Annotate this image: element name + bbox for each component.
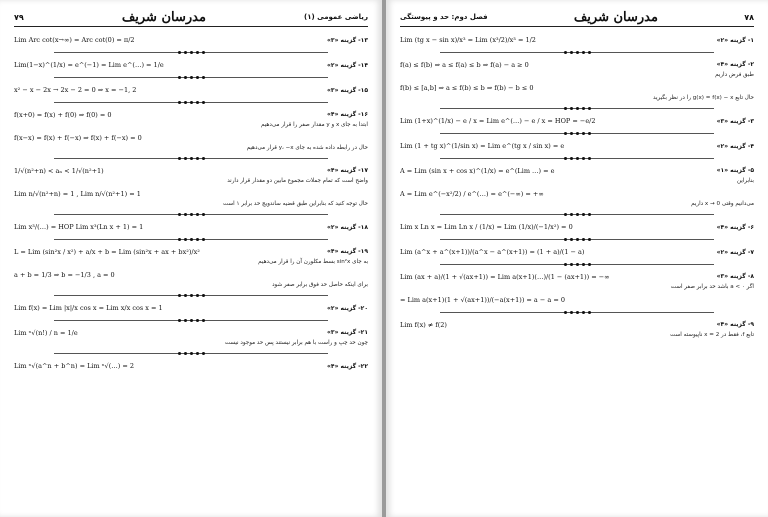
solution-note: می‌دانیم وقتی x → 0 داریم (691, 200, 754, 207)
question-separator (400, 130, 754, 136)
solution-note: حال در رابطه داده شده به جای y، −x قرار می‌دهیم (246, 144, 368, 151)
separator-dot (582, 51, 585, 54)
answer-option-label: ۳- گزینه «۳» (716, 117, 754, 125)
separator-dot (178, 76, 181, 79)
question-separator (400, 105, 754, 111)
question-separator (14, 350, 368, 356)
solution-row (400, 165, 754, 185)
separator-dot (576, 238, 579, 241)
question-separator (400, 155, 754, 161)
separator-dot (202, 213, 205, 216)
separator-dot (190, 294, 193, 297)
right-page-body (400, 34, 754, 511)
solution-row (14, 188, 368, 208)
separator-dot (570, 107, 573, 110)
right-page-brand: مدرسان شریف (573, 9, 658, 25)
answer-option-label: ۱۶- گزینه «۴» (327, 111, 368, 118)
solution-row (400, 271, 754, 291)
solution-formula: x² − x − 2x → 2x − 2 = 0 ⇒ x = −1, 2 (14, 86, 137, 94)
separator-dot (564, 157, 567, 160)
question-separator (14, 236, 368, 242)
separator-dot (190, 238, 193, 241)
solution-formula: = Lim a(x+1)(1 + √(ax+1))/(−a(x+1)) = a − a = 0 (400, 296, 565, 304)
solution-note: ابتدا به جای x و y مقدار صفر را قرار می‌دهیم (261, 121, 368, 128)
solution-formula: Lim (tg x − sin x)/x³ = Lim (x³/2)/x³ = 1/2 (400, 36, 536, 44)
answer-option-label: ۵- گزینه «۱» (716, 167, 754, 174)
separator-dot (184, 157, 187, 160)
solution-row (14, 34, 368, 46)
solution-formula: Lim ⁿ√(a^n + b^n) = Lim ⁿ√(…) = 2 (14, 362, 134, 370)
separator-dot (582, 132, 585, 135)
separator-dot (196, 238, 199, 241)
answer-option-label: ۱۹- گزینه «۴» (327, 248, 368, 255)
answer-option-label: ۱۷- گزینه «۴» (327, 167, 368, 174)
separator-dot (588, 311, 591, 314)
solution-formula: Lim (1+x)^(1/x) − e / x = Lim e^(…) − e / x = HOP = −e/2 (400, 117, 596, 125)
solution-row (14, 132, 368, 152)
separator-dot (184, 352, 187, 355)
separator-dot (576, 213, 579, 216)
separator-dot (564, 51, 567, 54)
solution-row (14, 84, 368, 96)
separator-dot (202, 76, 205, 79)
right-page-title: فصل دوم: حد و پیوستگی (400, 13, 488, 21)
separator-dot (202, 101, 205, 104)
separator-dot (570, 157, 573, 160)
separator-dot (576, 51, 579, 54)
separator-dot (582, 311, 585, 314)
separator-dot (570, 51, 573, 54)
left-page-body (14, 34, 368, 511)
separator-dot (190, 51, 193, 54)
separator-dot (564, 107, 567, 110)
solution-formula: L = Lim (sin²x / x²) + a/x + b = Lim (sin²x + ax + bx²)/x² (14, 247, 200, 256)
separator-dot (196, 352, 199, 355)
answer-option-label: ۸- گزینه «۳» (716, 273, 754, 280)
solution-formula: f(x−x) = f(x) + f(−x) ⇒ f(x) + f(−x) = 0 (14, 133, 142, 142)
separator-dot (202, 352, 205, 355)
solution-note: حال توجه کنید که بنابراین طبق قضیه ساندویچ حد برابر ۱ است (222, 200, 368, 207)
solution-formula: Lim n/√(n²+n) = 1 , Lim n/√(n²+1) = 1 (14, 189, 141, 198)
solution-row (14, 302, 368, 314)
question-separator (14, 292, 368, 298)
separator-dot (184, 101, 187, 104)
separator-dot (576, 132, 579, 135)
separator-dot (178, 319, 181, 322)
separator-dot (178, 352, 181, 355)
solution-formula: a + b = 1/3 ⇒ b = −1/3 , a = 0 (14, 270, 115, 279)
question-separator (14, 155, 368, 161)
separator-dot (588, 107, 591, 110)
solution-note: چون حد چپ و راست با هم برابر نیستند پس حد موجود نیست (224, 339, 368, 346)
separator-dot (588, 157, 591, 160)
solution-row (14, 360, 368, 372)
solution-row (400, 294, 754, 306)
separator-dot (564, 132, 567, 135)
answer-option-label: ۱۳- گزینه «۳» (327, 36, 368, 44)
separator-dot (196, 213, 199, 216)
question-separator (400, 261, 754, 267)
solution-formula: Lim x³/(…) = HOP Lim x³(Ln x + 1) = 1 (14, 223, 144, 231)
solution-formula: A = Lim e^(−x²/2) / e^(…) = e^(−∞) = +∞ (400, 189, 544, 198)
separator-dot (190, 101, 193, 104)
solution-note: واضح است که تمام جملات مجموع مابین دو مقدار قرار دارند (227, 177, 368, 184)
separator-dot (184, 76, 187, 79)
solution-formula: f(a) ≤ f(b) ⇒ a ≤ f(a) ≤ b ⇒ f(a) − a ≥ 0 (400, 60, 529, 69)
separator-dot (570, 238, 573, 241)
separator-dot (570, 311, 573, 314)
separator-dot (588, 51, 591, 54)
separator-dot (588, 238, 591, 241)
answer-option-label: ۱۵- گزینه «۳» (327, 86, 368, 94)
separator-dot (184, 294, 187, 297)
solution-row (400, 59, 754, 79)
separator-dot (190, 213, 193, 216)
solution-note: حال تابع g(x) = f(x) − x را در نظر بگیرید (653, 94, 754, 101)
solution-row (14, 246, 368, 266)
question-separator (14, 74, 368, 80)
question-separator (14, 211, 368, 217)
solution-formula: Lim (ax + a)/(1 + √(ax+1)) = Lim a(x+1)(…)/(1 − (ax+1)) = −∞ (400, 272, 610, 281)
solution-row (400, 221, 754, 233)
solution-row (400, 140, 754, 152)
solution-row (14, 109, 368, 129)
question-separator (14, 317, 368, 323)
answer-option-label: ۴- گزینه «۲» (716, 142, 754, 150)
solution-row (14, 165, 368, 185)
solution-row (14, 327, 368, 347)
left-page-title: ریاضی عمومی (۱) (304, 13, 368, 21)
separator-dot (190, 352, 193, 355)
solution-note: بنابراین (737, 177, 754, 184)
separator-dot (576, 157, 579, 160)
separator-dot (196, 294, 199, 297)
separator-dot (178, 294, 181, 297)
solution-row (400, 319, 754, 339)
solution-note: طبق فرض داریم (715, 71, 754, 78)
question-separator (400, 211, 754, 217)
solution-formula: 1/√(n²+n) < aₙ < 1/√(n²+1) (14, 166, 104, 175)
separator-dot (582, 238, 585, 241)
answer-option-label: ۱- گزینه «۲» (716, 36, 754, 44)
answer-option-label: ۲۱- گزینه «۳» (327, 329, 368, 336)
separator-dot (570, 213, 573, 216)
left-page-header (14, 8, 368, 27)
separator-dot (570, 263, 573, 266)
separator-dot (570, 132, 573, 135)
solution-formula: Lim (a^x + a^(x+1))/(a^x − a^(x+1)) = (1 + a)/(1 − a) (400, 248, 585, 256)
separator-dot (576, 311, 579, 314)
right-page-number: ۷۸ (744, 12, 754, 22)
separator-dot (582, 263, 585, 266)
solution-note: اگر a < ۰ باشد حد برابر صفر است (670, 283, 754, 290)
separator-dot (564, 238, 567, 241)
separator-dot (576, 263, 579, 266)
question-separator (14, 49, 368, 55)
separator-dot (178, 101, 181, 104)
question-separator (400, 49, 754, 55)
separator-dot (196, 157, 199, 160)
right-page (386, 0, 768, 517)
solution-row (400, 115, 754, 127)
separator-dot (582, 157, 585, 160)
answer-option-label: ۲۰- گزینه «۲» (327, 304, 368, 312)
separator-dot (178, 238, 181, 241)
separator-dot (588, 263, 591, 266)
separator-dot (564, 213, 567, 216)
separator-dot (178, 213, 181, 216)
separator-dot (184, 213, 187, 216)
answer-option-label: ۲- گزینه «۴» (716, 61, 754, 68)
separator-dot (564, 263, 567, 266)
question-separator (400, 309, 754, 315)
separator-dot (178, 51, 181, 54)
separator-dot (202, 319, 205, 322)
answer-option-label: ۲۲- گزینه «۴» (327, 362, 368, 370)
separator-dot (196, 51, 199, 54)
solution-formula: Lim f(x) = Lim |x|/x cos x = Lim x/x cos x = 1 (14, 304, 163, 312)
separator-dot (190, 76, 193, 79)
left-page-brand: مدرسان شریف (121, 9, 206, 25)
solution-row (14, 221, 368, 233)
separator-dot (184, 319, 187, 322)
left-page (0, 0, 382, 517)
separator-dot (582, 213, 585, 216)
separator-dot (178, 157, 181, 160)
answer-option-label: ۱۴- گزینه «۲» (327, 61, 368, 69)
separator-dot (564, 311, 567, 314)
solution-formula: Lim(1−x)^(1/x) = e^(−1) = Lim e^(…) = 1/e (14, 61, 164, 69)
right-page-header (400, 8, 754, 27)
solution-row (400, 246, 754, 258)
answer-option-label: ۷- گزینه «۲» (716, 248, 754, 256)
solution-note: برای اینکه حاصل حد فوق برابر صفر شود (272, 281, 368, 288)
solution-row (14, 59, 368, 71)
left-page-number: ۷۹ (14, 12, 24, 22)
solution-formula: Lim Arc cot(x→∞) = Arc cot(0) = π/2 (14, 36, 135, 44)
separator-dot (184, 238, 187, 241)
solution-formula: f(x+0) = f(x) + f(0) ⇒ f(0) = 0 (14, 110, 112, 119)
separator-dot (184, 51, 187, 54)
solution-formula: Lim (1 + tg x)^(1/sin x) = Lim e^(tg x / sin x) = e (400, 142, 565, 150)
solution-row (400, 34, 754, 46)
solution-formula: Lim x Ln x = Lim Ln x / (1/x) = Lim (1/x)/(−1/x²) = 0 (400, 223, 573, 231)
separator-dot (202, 294, 205, 297)
solution-row (14, 269, 368, 289)
separator-dot (196, 319, 199, 322)
solution-row (400, 82, 754, 102)
separator-dot (190, 157, 193, 160)
solution-row (400, 188, 754, 208)
question-separator (400, 236, 754, 242)
solution-formula: A = Lim (sin x + cos x)^(1/x) = e^(Lim …) = e (400, 166, 555, 175)
separator-dot (190, 319, 193, 322)
answer-option-label: ۱۸- گزینه «۲» (327, 223, 368, 231)
solution-note: تابع f، فقط در x = 2 ناپیوسته است (670, 331, 754, 338)
separator-dot (202, 157, 205, 160)
solution-note: به جای sin²x بسط مکلورن آن را قرار می‌دهیم (258, 258, 368, 265)
separator-dot (582, 107, 585, 110)
question-separator (14, 99, 368, 105)
separator-dot (202, 238, 205, 241)
solution-formula: Lim f(x) ≠ f(2) (400, 320, 447, 329)
separator-dot (196, 76, 199, 79)
separator-dot (576, 107, 579, 110)
answer-option-label: ۶- گزینه «۴» (716, 223, 754, 231)
separator-dot (196, 101, 199, 104)
separator-dot (202, 51, 205, 54)
separator-dot (588, 213, 591, 216)
separator-dot (588, 132, 591, 135)
answer-option-label: ۹- گزینه «۴» (716, 321, 754, 328)
solution-formula: f(b) ≤ [a,b] ⇒ a ≤ f(b) ≤ b ⇒ f(b) − b ≤ 0 (400, 83, 534, 92)
solution-formula: Lim ⁿ√(n!) / n = 1/e (14, 328, 78, 337)
